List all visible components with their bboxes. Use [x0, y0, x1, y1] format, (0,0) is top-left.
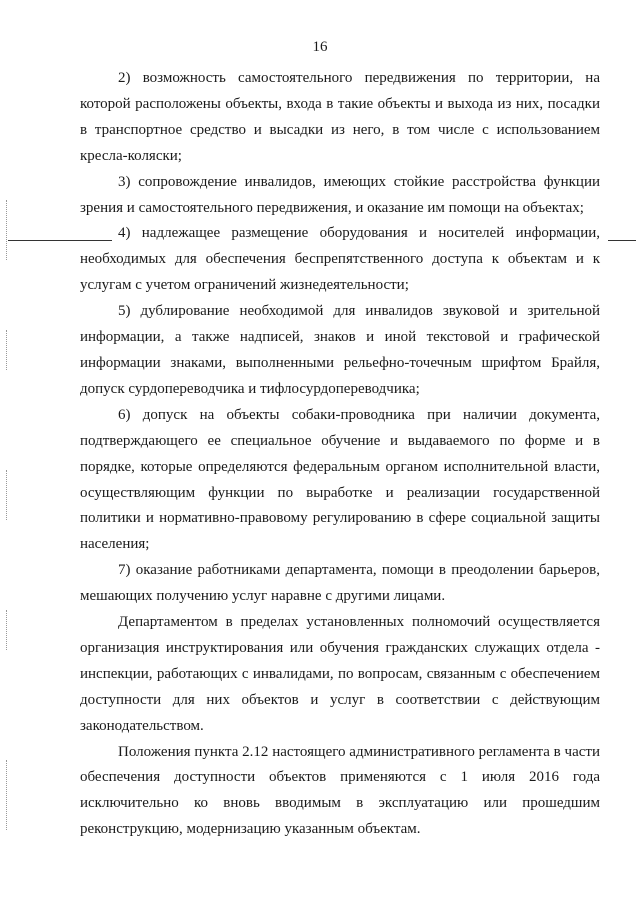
margin-scan-mark [6, 610, 9, 650]
margin-scan-mark [6, 200, 9, 260]
margin-scan-mark [6, 330, 9, 370]
paragraph: Положения пункта 2.12 настоящего административного регламента в части обеспечения доступности объектов применяются с 1 июля 2016 года исключительно ко вновь вводимым в эксплуатацию или прошедшим реконструкцию, модернизацию указанным объектам. [80, 743, 600, 838]
document-body [80, 66, 600, 843]
page-number: 16 [312, 39, 328, 55]
paragraph: 7) оказание работниками департамента, помощи в преодолении барьеров, мешающих получению услуг наравне с другими лицами. [80, 562, 600, 605]
paragraph: 2) возможность самостоятельного передвижения по территории, на которой расположены объекты, входа в такие объекты и выхода из них, посадки в транспортное средство и высадки из него, в том числе с использованием кресла-коляски; [80, 70, 600, 164]
margin-scan-mark [6, 470, 9, 520]
margin-scan-mark [6, 760, 9, 830]
paragraph: 4) надлежащее размещение оборудования и носителей информации, необходимых для обеспечения беспрепятственного доступа к объектам и к услугам с учетом ограничений жизнедеятельности; [80, 225, 600, 294]
paragraph: 5) дублирование необходимой для инвалидов звуковой и зрительной информации, а также надписей, знаков и иной текстовой и графической информации знаками, выполненными рельефно-точечным шрифтом Брайля, допуск сурдопереводчика и тифлосурдопереводчика; [80, 303, 600, 397]
scan-rule-right [608, 240, 636, 241]
paragraph: 6) допуск на объекты собаки-проводника при наличии документа, подтверждающего ее специальное обучение и выдаваемого по форме и в порядке, которые определяются федеральным органом исполнительной власти, осуществляющим функции по выработке и реализации государственной политики и нормативно-правовому регулированию в сфере социальной защиты населения; [80, 406, 600, 553]
paragraph: 3) сопровождение инвалидов, имеющих стойкие расстройства функции зрения и самостоятельного передвижения, и оказание им помощи на объектах; [80, 173, 600, 216]
paragraph: Департаментом в пределах установленных полномочий осуществляется организация инструктирования или обучения гражданских служащих отдела - инспекции, работающих с инвалидами, по вопросам, связанным с обеспечением доступности для них объектов и услуг в соответствии с действующим законодательством. [80, 614, 600, 734]
